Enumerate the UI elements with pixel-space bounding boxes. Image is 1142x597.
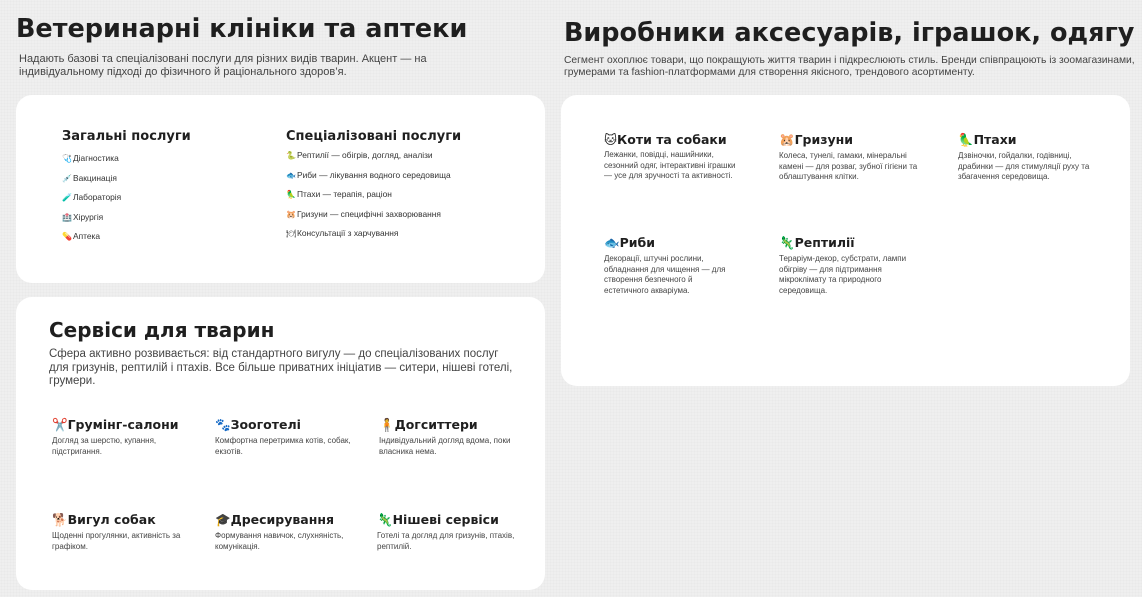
list-item: 🦜Птахи — терапія, раціон [286,185,451,205]
category-title: 🐟Риби [604,235,655,250]
dog-icon: 🐕 [52,512,68,527]
makers-lead: Сегмент охоплює товари, що покращують життя тварин і підкреслюють стиль. Бренди співпрацюють із зоомагазинами, грумерами та fashion-платформами для створення якісного, трендового асортименту. [564,55,1135,78]
hospital-icon: 🏥 [62,212,72,222]
service-item [215,417,365,457]
service-desc: Догляд за шерстю, купання, підстригання. [52,436,157,456]
service-title: ✂️Грумінг-салони [52,417,179,432]
category-title: 🦜Птахи [958,132,1017,147]
list-item: 🏥Хірургія [62,208,121,228]
services-lead: Сфера активно розвивається: від стандартного вигулу — до спеціалізованих послуг для гризунів, рептилій і птахів. Все більше приватних ініціатив — ситери, нішеві готелі, грумери. [49,348,513,387]
special-services-list [286,146,451,244]
plate-icon: 🍽 [286,229,297,239]
list-item: 🩺Діагностика [62,149,121,169]
graduation-cap-icon: 🎓 [215,512,231,527]
category-title: 🐹Гризуни [779,132,854,147]
service-title: 🎓Дресирування [215,512,335,527]
services-title: Сервіси для тварин [49,318,275,342]
special-services-heading: Спеціалізовані послуги [286,129,462,144]
parrot-icon: 🦜 [286,190,296,200]
service-title: 🧍Догситтери [379,417,478,432]
general-services-heading: Загальні послуги [62,129,191,144]
service-desc: Комфортна перетримка котів, собак, екзотів. [215,436,351,456]
hamster-icon: 🐹 [779,132,795,147]
category-item [779,132,921,183]
service-title: 🐕Вигул собак [52,512,156,527]
lizard-icon: 🦎 [779,235,795,250]
fish-icon: 🐟 [604,235,620,250]
list-item: 🧪Лабораторія [62,188,121,208]
list-item: 💊Аптека [62,227,121,247]
service-item [52,512,202,552]
category-desc: Колеса, тунелі, гамаки, мінеральні камені — для розваг, зубної гігієни та облаштування клітки. [779,151,918,181]
list-item: 🐹Гризуни — специфічні захворювання [286,205,451,225]
service-item [379,417,529,457]
service-title: 🐾Зооготелі [215,417,301,432]
list-item: 🐍Рептилії — обігрів, догляд, аналізи [286,146,451,166]
category-desc: Дзвіночки, гойдалки, годівниці, драбинки — для стимуляції руху та збагачення середовища. [958,151,1090,181]
clinics-lead: Надають базові та спеціалізовані послуги для різних видів тварин. Акцент — на індивідуальному підході до фізичного й раціонального здоров’я. [19,53,427,78]
category-title: 🦎Рептилії [779,235,855,250]
category-desc: Декорації, штучні рослини, обладнання для чищення — для створення безпечного й естетичного акваріума. [604,254,726,295]
fish-icon: 🐟 [286,170,296,180]
service-title: 🦎Нішеві сервіси [377,512,499,527]
service-desc: Індивідуальний догляд вдома, поки власника нема. [379,436,511,456]
service-item [377,512,527,552]
test-tube-icon: 🧪 [62,193,72,203]
service-desc: Формування навичок, слухняність, комунікація. [215,531,344,551]
pill-icon: 💊 [62,232,72,242]
scissors-icon: ✂️ [52,417,68,432]
list-item: 💉Вакцинація [62,169,121,189]
service-item [52,417,202,457]
person-icon: 🧍 [379,417,395,432]
general-services-list [62,149,121,247]
cat-icon: 🐱 [604,132,618,147]
service-desc: Щоденні прогулянки, активність за графіком. [52,531,181,551]
category-item [958,132,1108,183]
snake-icon: 🐍 [286,151,296,160]
makers-card [561,95,1130,386]
list-item: 🐟Риби — лікування водного середовища [286,166,451,186]
parrot-icon: 🦜 [958,132,974,147]
makers-title: Виробники аксесуарів, іграшок, одягу [564,18,1135,48]
lizard-icon: 🦎 [377,512,393,527]
category-desc: Тераріум-декор, субстрати, лампи обігріву — для підтримання мікроклімату та природного середовища. [779,254,907,295]
category-desc: Лежанки, повідці, нашийники, сезонний одяг, інтерактивні іграшки — усе для зручності та активності. [604,150,736,180]
hamster-icon: 🐹 [286,209,296,219]
service-item [215,512,365,552]
clinics-card [16,95,545,283]
stethoscope-icon: 🩺 [62,154,72,163]
category-item [604,235,734,296]
services-card [16,297,545,590]
service-desc: Готелі та догляд для гризунів, птахів, рептилій. [377,531,515,551]
list-item: 🍽Консультації з харчування [286,224,451,244]
category-item [604,132,744,182]
syringe-icon: 💉 [62,173,72,183]
paw-icon: 🐾 [215,417,231,432]
category-title: 🐱Коти та собаки [604,132,727,147]
category-item [779,235,909,296]
clinics-title: Ветеринарні клініки та аптеки [16,14,468,44]
